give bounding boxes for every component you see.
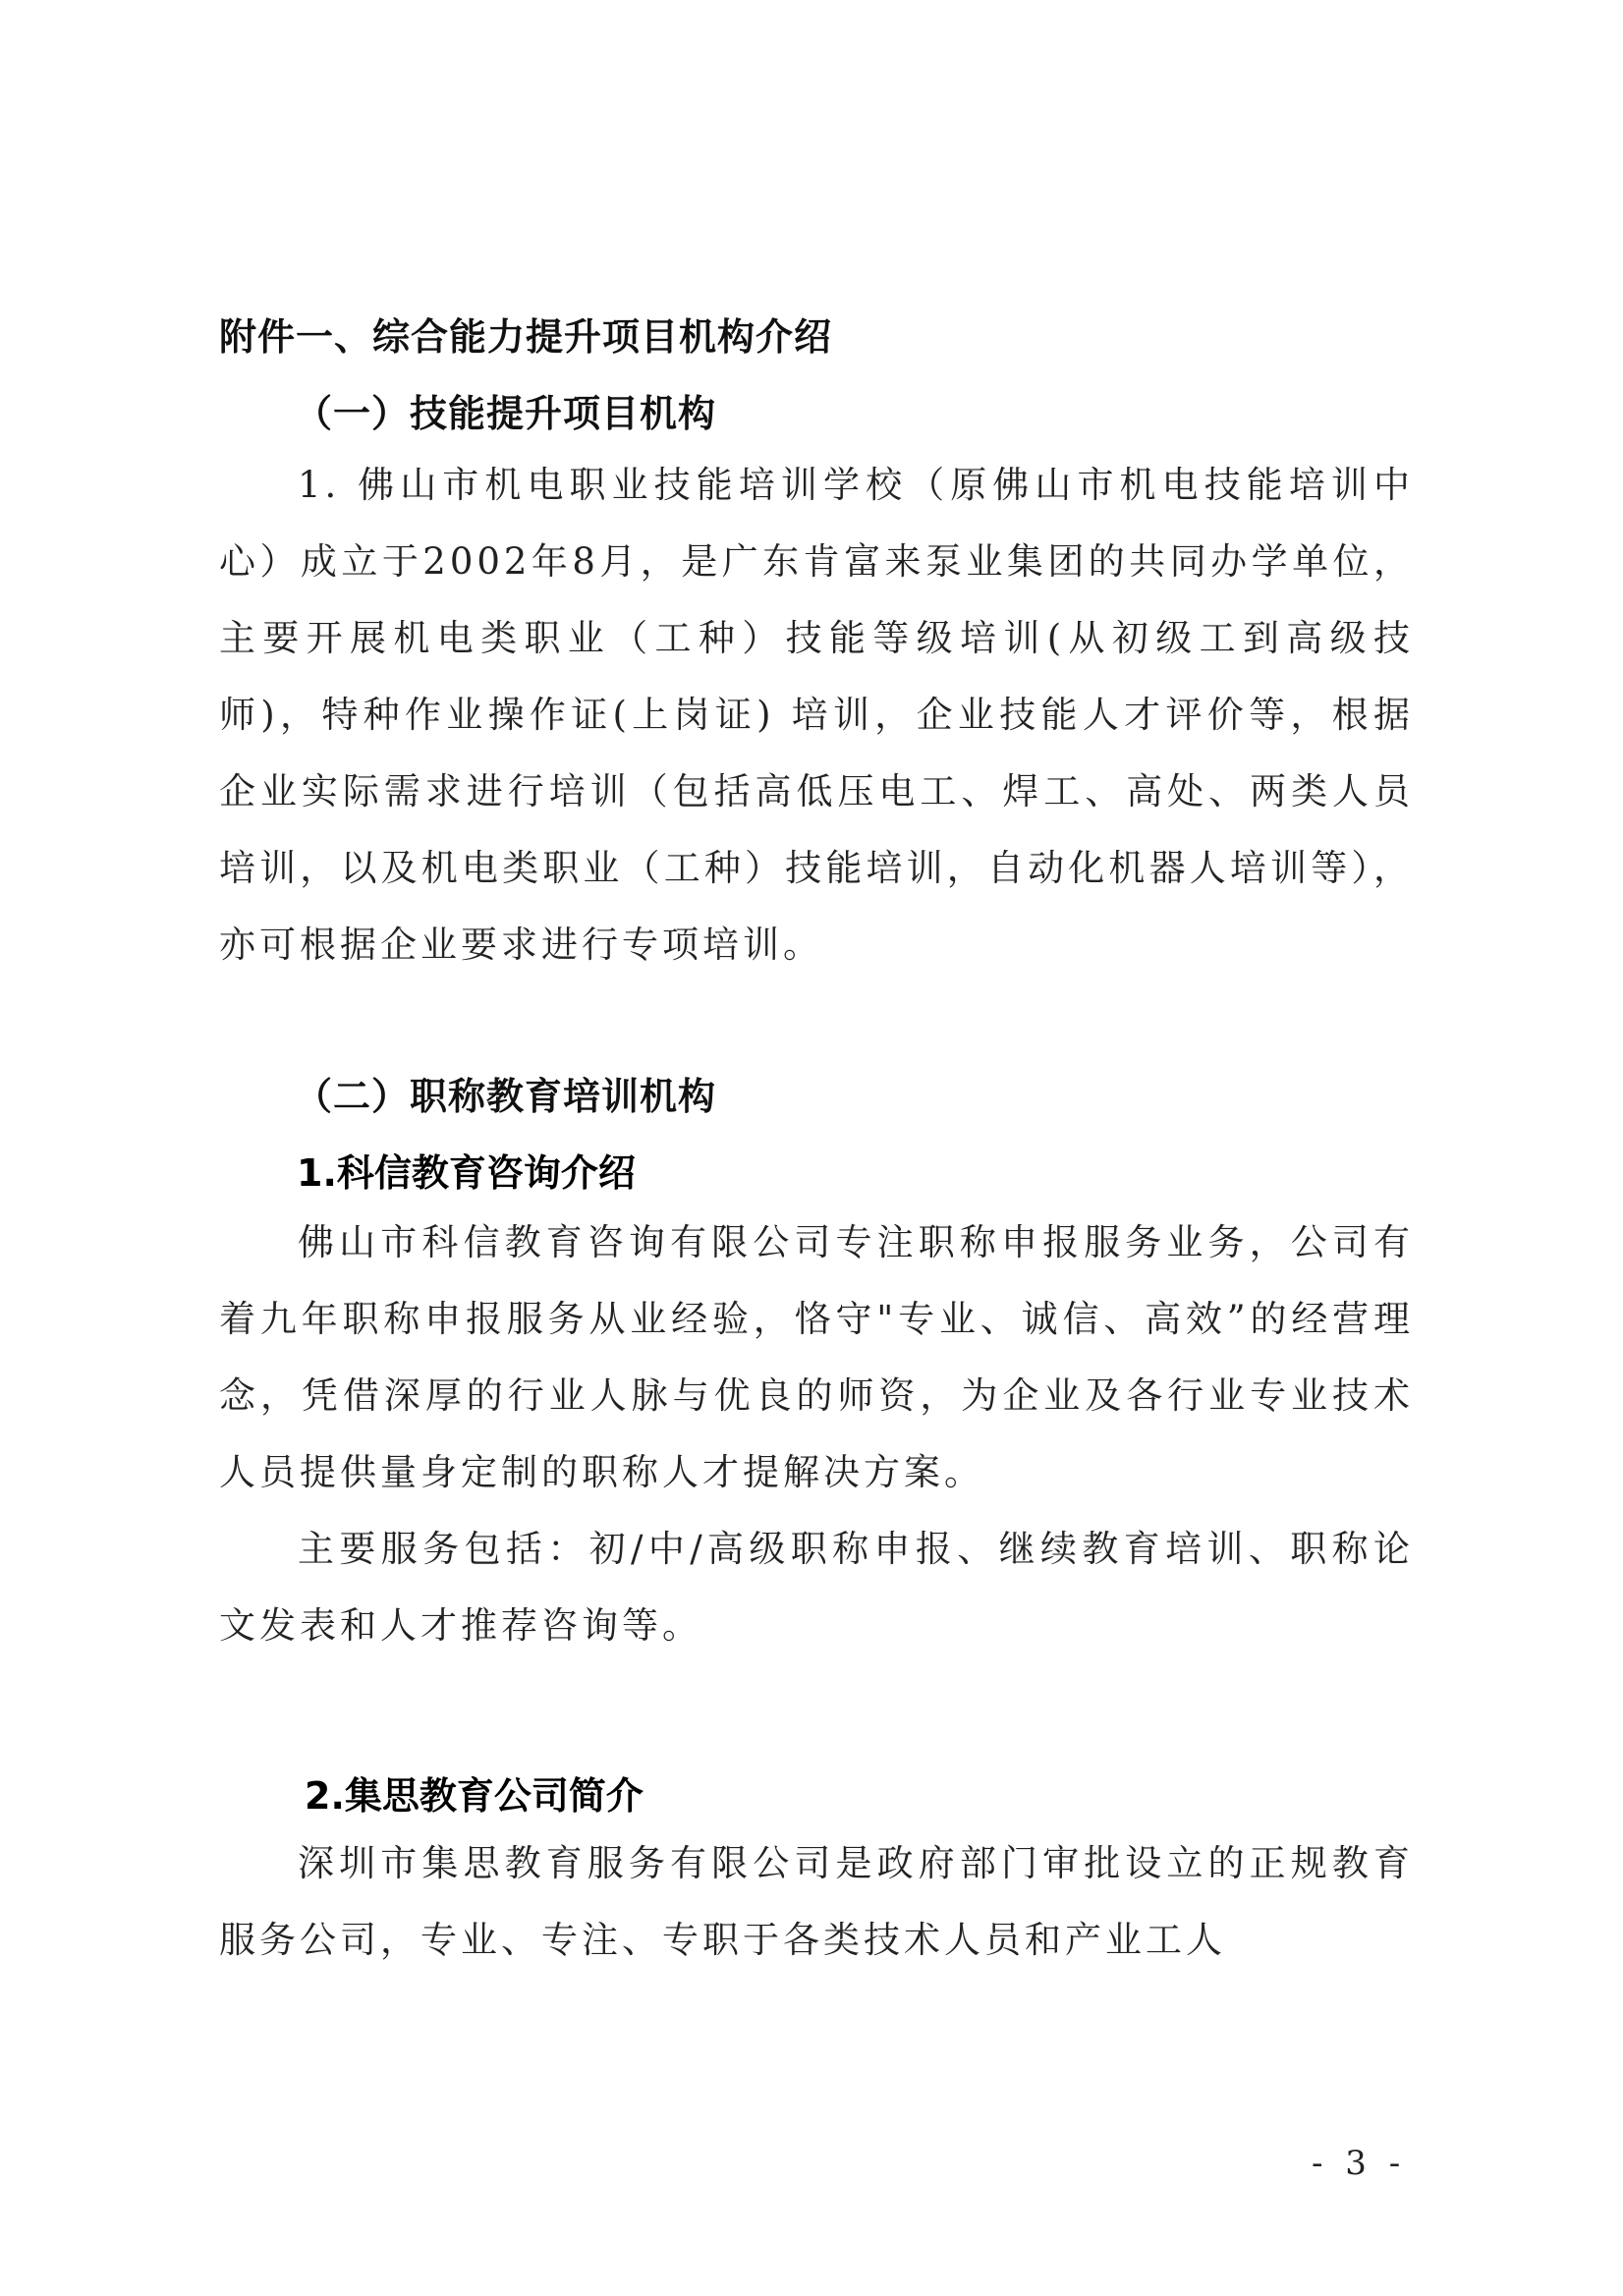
paragraph-foshan-mechatronics-school: 1. 佛山市机电职业技能培训学校（原佛山市机电技能培训中心）成立于2002年8月，是广东肯富来泵业集团的共同办学单位，主要开展机电类职业（工种）技能等级培训(从初级工到高级技师)，特种作业操作证(上岗证) 培训，企业技能人才评价等，根据企业实际需求进行培训（包括高低压电工、焊工、高处、两类人员培训，以及机电类职业（工种）技能培训，自动化机器人培训等），亦可根据企业要求进行专项培训。	[219, 464, 1414, 966]
paragraph-jisi-intro: 深圳市集思教育服务有限公司是政府部门审批设立的正规教育服务公司，专业、专注、专职于各类技术人员和产业工人	[219, 1842, 1414, 1961]
section-heading-skills: （一）技能提升项目机构	[295, 392, 717, 435]
paragraph-kexin-intro: 佛山市科信教育咨询有限公司专注职称申报服务业务，公司有着九年职称申报服务从业经验，恪守"专业、诚信、高效”的经营理念，凭借深厚的行业人脉与优良的师资，为企业及各行业专业技术人员提供量身定制的职称人才提解决方案。	[219, 1221, 1414, 1493]
paragraph-kexin-services: 主要服务包括：初/中/高级职称申报、继续教育培训、职称论文发表和人才推荐咨询等。	[219, 1528, 1414, 1647]
org-heading-jisi: 2.集思教育公司简介	[305, 1774, 644, 1818]
org-heading-kexin: 1.科信教育咨询介绍	[297, 1151, 636, 1195]
attachment-title: 附件一、综合能力提升项目机构介绍	[219, 315, 833, 359]
page-number: - 3 -	[1312, 2144, 1407, 2183]
section-heading-title-education: （二）职称教育培训机构	[295, 1075, 717, 1118]
